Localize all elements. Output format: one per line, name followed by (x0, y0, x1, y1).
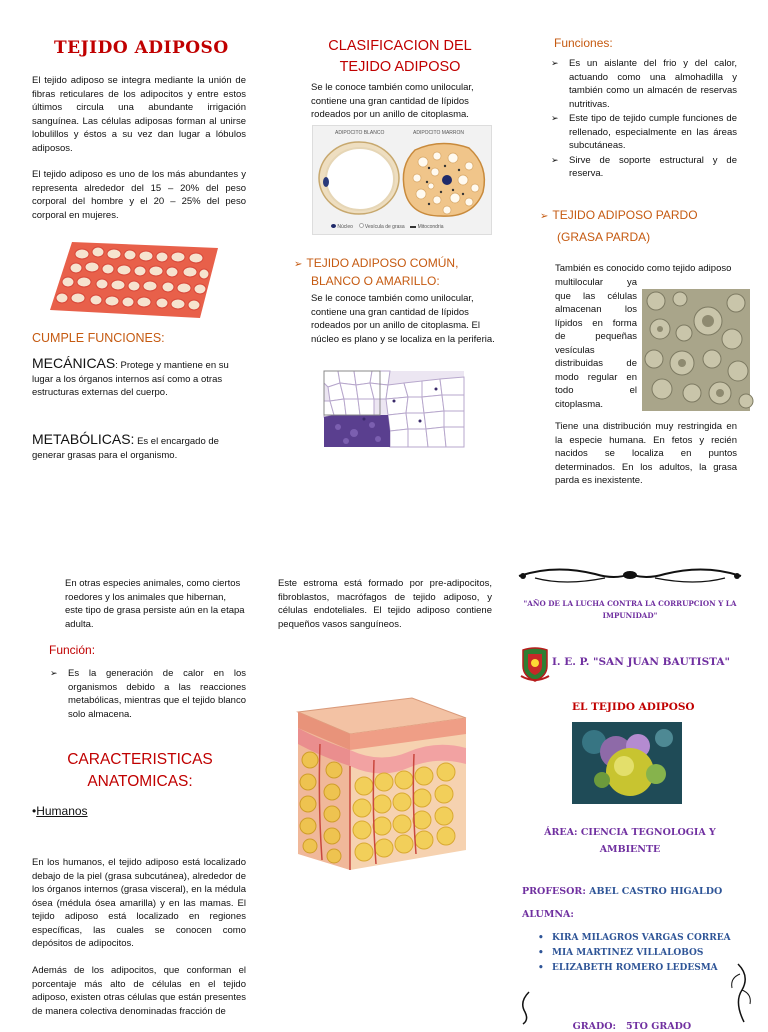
estroma-paragraph: Este estroma está formado por pre-adipocitos, fibroblastos, macrófagos de tejido adiposo, y células endoteliales. El tejido adiposo contiene pequeños vasos sanguíneos. (278, 578, 492, 630)
ornamental-divider-top (515, 562, 745, 588)
tejido-pardo-narrow-lines (555, 276, 637, 411)
legend-nucleus-icon (331, 224, 336, 228)
label-adipocito-blanco: ADIPOCITO BLANCO (335, 130, 385, 136)
alumna-label: ALUMNA: (522, 909, 574, 920)
humanos-label: Humanos (36, 804, 88, 818)
tejido-pardo-heading-line2: (GRASA PARDA) (557, 230, 651, 244)
arrow-bullet-icon: ➢ (540, 211, 549, 222)
mecanicas-heading: MECÁNICAS (32, 355, 116, 371)
pardo-line: que las células (555, 290, 637, 302)
grado-label: GRADO: (572, 1021, 617, 1032)
arrow-bullet-icon: ➢ (50, 668, 58, 678)
humanos-paragraph: En los humanos, el tejido adiposo está localizado debajo de la piel (grasa subcutánea), alrededor de los órganos internos (grasa visceral), en la médula ósea (médula ósea amarilla) y en las mamas. El tejido adiposo está localizado en regiones específicas, las cuales se conocen como depósitos de adipocitos. (32, 857, 246, 949)
pardo-line: modo regular en (555, 371, 637, 383)
legend-mito-icon (410, 226, 416, 228)
ornamental-vine-right (724, 962, 754, 1024)
area-label: ÁREA: (544, 827, 578, 838)
tejido-pardo-intro: También es conocido como tejido adiposo (555, 263, 732, 274)
area-value: CIENCIA TEGNOLOGIA Y (577, 827, 716, 838)
arrow-bullet-icon: ➢ (551, 58, 559, 68)
funcion-item: ➢ Es la generación de calor en los organismos debido a las reacciones metabólicas, mientras que el tejido blanco solo almacena. (50, 668, 246, 720)
clasificacion-heading-line2: TEJIDO ADIPOSO (339, 59, 461, 75)
tejido-pardo-heading (540, 205, 740, 247)
funciones-list (549, 57, 737, 182)
alumna-item: • ELIZABETH ROMERO LEDESMA (536, 961, 708, 976)
profesor-label: PROFESOR: (522, 886, 586, 897)
cover-topic: EL TEJIDO ADIPOSO (572, 701, 695, 713)
year-motto: "AÑO DE LA LUCHA CONTRA LA CORRUPCION Y LA IMPUNIDAD" (523, 599, 737, 620)
alumna-item: • MIA MARTINEZ VILLALOBOS (536, 946, 746, 961)
grado-value: 5TO GRADO (616, 1021, 692, 1032)
funcion-heading: Función: (49, 643, 96, 657)
alumna-item: • KIRA MILAGROS VARGAS CORREA (536, 931, 746, 946)
adipocyte-cells (313, 136, 493, 220)
legend-vesicle: Vesícula de grasa (364, 224, 405, 230)
percentage-paragraph: El tejido adiposo es uno de los más abundantes y representa alrededor del 15 – 20% del peso corporal del hombre y el 20 – 25% del peso corporal en mujeres. (32, 169, 246, 221)
legend-nucleus: Núcleo (337, 224, 353, 230)
arrow-bullet-icon: ➢ (551, 154, 559, 165)
pardo-line: de pequeñas (555, 331, 637, 342)
alumnas-list (536, 931, 746, 976)
caracteristicas-heading (40, 749, 240, 793)
tejido-comun-paragraph: Se le conoce también como unilocular, contiene una gran cantidad de lípidos rodeados por un anillo de citoplasma. El núcleo es plano y se localiza en la periferia. (311, 293, 495, 345)
profesor-line (522, 886, 722, 897)
otras-especies-paragraph: En otras especies animales, como ciertos roedores y los animales que hibernan, este tipo de grasa persiste aún en la etapa adulta. (65, 578, 245, 630)
profesor-value: ABEL CASTRO HIGALDO (585, 886, 723, 897)
tejido-pardo-heading-line1: TEJIDO ADIPOSO PARDO (552, 208, 698, 222)
adipocyte-diagram (312, 125, 492, 235)
mecanicas-text: : Protege y mantiene en su lugar a los órganos internos así como a otras estructuras externas del cuerpo. (32, 360, 229, 398)
skin-cross-section-illustration (290, 694, 468, 872)
funcion-list (48, 667, 246, 722)
tejido-comun-heading-line2: BLANCO O AMARILLO: (311, 274, 440, 288)
caracteristicas-heading-line2: ANATOMICAS: (87, 773, 193, 790)
tejido-comun-heading (294, 255, 494, 290)
clasificacion-heading (300, 36, 500, 78)
pardo-line: almacenan los (555, 304, 637, 315)
metabolicas-paragraph (32, 433, 248, 462)
label-adipocito-marron: ADIPOCITO MARRON (413, 130, 465, 136)
title-tejido-adiposo: TEJIDO ADIPOSO (54, 38, 229, 58)
cumple-funciones-heading: CUMPLE FUNCIONES: (32, 331, 165, 345)
pardo-line: distribuidas de (555, 358, 637, 369)
arrow-bullet-icon: ➢ (294, 259, 303, 270)
legend-mito: Mitocondria (417, 224, 444, 230)
pardo-line: lípidos en forma (555, 317, 637, 329)
caracteristicas-heading-line1: CARACTERISTICAS (67, 751, 213, 768)
adipose-tissue-photo (50, 240, 220, 320)
diagram-legend (331, 223, 443, 230)
intro-paragraph: El tejido adiposo se integra mediante la unión de fibras reticulares de los adipocitos y entre estos últimos circula una abundante irrigación sanguínea. Las células adiposas forman al unirse lobulillos y éstos a su vez dan lugar a lóbulos adiposos. (32, 75, 246, 154)
pardo-line: todo el (555, 385, 637, 396)
ornamental-vine-left (515, 990, 535, 1024)
pardo-line: multilocular ya (555, 277, 637, 288)
school-name: I. E. P. "SAN JUAN BAUTISTA" (552, 656, 731, 668)
funciones-item: ➢ Sirve de soporte estructural y de reserva. (551, 154, 737, 179)
pardo-line: citoplasma. (555, 398, 604, 410)
tejido-pardo-rest: Tiene una distribución muy restringida en la especie humana. En fetos y recién nacidos se localiza en puntos determinados. En los adultos, la grasa parda es inexistente. (555, 421, 737, 486)
pardo-line: vesículas (555, 344, 595, 356)
legend-vesicle-icon (359, 223, 364, 228)
fat-cell-3d-render (572, 722, 682, 804)
mecanicas-paragraph (32, 357, 248, 400)
funciones-heading: Funciones: (554, 36, 613, 50)
area-value-line2: AMBIENTE (599, 844, 661, 855)
metabolicas-text: Es el encargado de generar grasas para el organismo. (32, 436, 219, 461)
adipocitos-paragraph: Además de los adipocitos, que conforman el porcentaje más alto de células en el tejido adiposo, existen otras células que están presentes de manera colectiva denominadas fracción de (32, 965, 246, 1017)
metabolicas-heading: METABÓLICAS: (32, 431, 135, 447)
grado-line (566, 1010, 691, 1032)
humanos-bullet: • (32, 804, 37, 818)
clasificacion-heading-line1: CLASIFICACION DEL (328, 38, 472, 54)
arrow-bullet-icon: ➢ (551, 113, 559, 123)
funciones-item: ➢ Este tipo de tejido cumple funciones de rellenado, especialmente en las áreas subcutáneas. (551, 113, 737, 151)
school-crest-icon (519, 646, 551, 682)
humanos-heading (32, 804, 88, 818)
tejido-comun-heading-line1: TEJIDO ADIPOSO COMÚN, (306, 256, 459, 270)
area-line (515, 824, 745, 858)
funciones-item: ➢ Es un aislante del frio y del calor, actuando como una almohadilla y también como un almacén de reservas nutritivas. (551, 58, 737, 110)
clasificacion-intro: Se le conoce también como unilocular, contiene una gran cantidad de lípidos rodeados por un anillo de citoplasma. (311, 82, 474, 120)
white-adipose-histology (324, 371, 464, 447)
brown-fat-micrograph (642, 289, 750, 411)
